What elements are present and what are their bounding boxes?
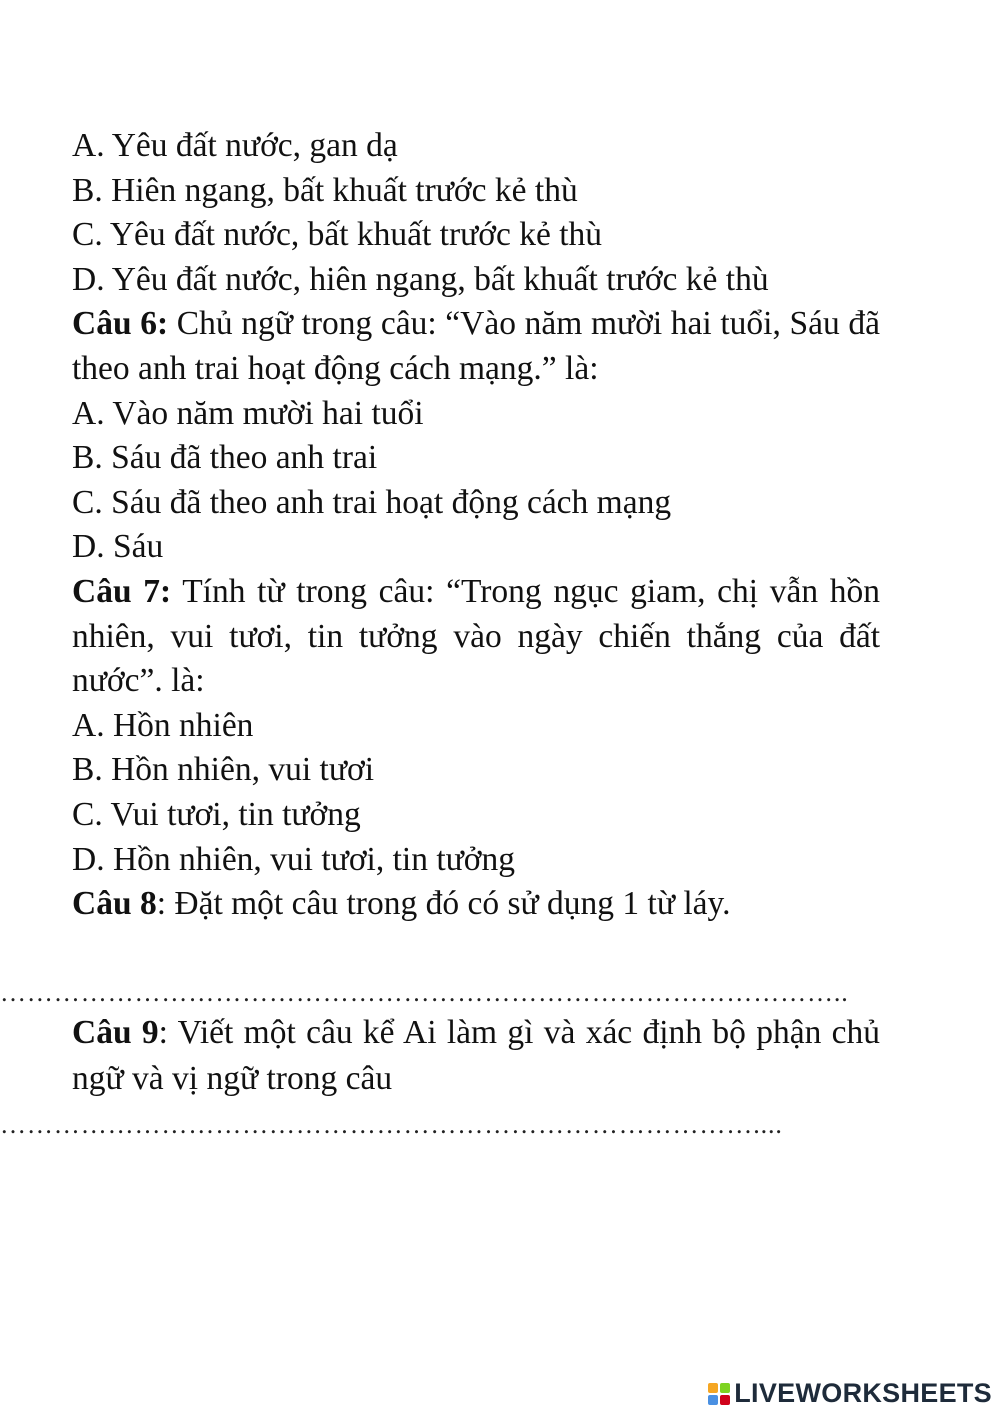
- question-7-text: Tính từ trong câu: “Trong ngục giam, chị vẫn hồn nhiên, vui tươi, tin tưởng vào ngày chiến thắng của đất nước”. là:: [72, 572, 880, 700]
- question-8-text: : Đặt một câu trong đó có sử dụng 1 từ láy.: [156, 885, 731, 923]
- question-9-text: : Viết một câu kể Ai làm gì và xác định bộ phận chủ ngữ và vị ngữ trong câu: [72, 1014, 881, 1097]
- logo-square: [720, 1383, 730, 1393]
- question-8-label: Câu 8: [72, 885, 157, 923]
- question-7: [72, 570, 880, 704]
- question-8: [72, 882, 880, 927]
- q5-option-a: A. Yêu đất nước, gan dạ: [72, 127, 398, 164]
- question-7-label: Câu 7:: [72, 572, 172, 610]
- brand-name: LIVEWORKSHEETS: [734, 1378, 992, 1408]
- question-6-text: Chủ ngữ trong câu: “Vào năm mười hai tuổi, Sáu đã theo anh trai hoạt động cách mạng.” là:: [72, 305, 881, 387]
- question-6: [72, 302, 880, 391]
- answer-line-2[interactable]: …………………………………………………………………………....: [0, 1110, 783, 1139]
- q5-option-c: C. Yêu đất nước, bất khuất trước kẻ thù: [72, 216, 603, 254]
- liveworksheets-brand: [708, 1378, 992, 1409]
- q6-option-c: C. Sáu đã theo anh trai hoạt động cách mạng: [72, 483, 672, 521]
- answer-line-1[interactable]: …………………………………………………………………………………..: [0, 978, 849, 1007]
- q5-option-d: D. Yêu đất nước, hiên ngang, bất khuất trước kẻ thù: [72, 260, 769, 298]
- q6-option-a: A. Vào năm mười hai tuổi: [72, 394, 424, 432]
- q7-option-a: A. Hồn nhiên: [72, 706, 254, 744]
- worksheet-content: [72, 124, 880, 927]
- question-9: [72, 1010, 880, 1102]
- q7-option-c: C. Vui tươi, tin tưởng: [72, 795, 361, 833]
- q5-option-b: B. Hiên ngang, bất khuất trước kẻ thù: [72, 171, 578, 209]
- q7-option-d: D. Hồn nhiên, vui tươi, tin tưởng: [72, 840, 516, 878]
- logo-square: [708, 1383, 718, 1393]
- liveworksheets-logo-icon: [708, 1383, 730, 1405]
- logo-square: [708, 1395, 718, 1405]
- q6-option-d: D. Sáu: [72, 528, 164, 566]
- q6-option-b: B. Sáu đã theo anh trai: [72, 439, 378, 477]
- question-6-label: Câu 6:: [72, 305, 169, 343]
- logo-square: [720, 1395, 730, 1405]
- question-9-label: Câu 9: [72, 1014, 159, 1051]
- q7-option-b: B. Hồn nhiên, vui tươi: [72, 751, 375, 789]
